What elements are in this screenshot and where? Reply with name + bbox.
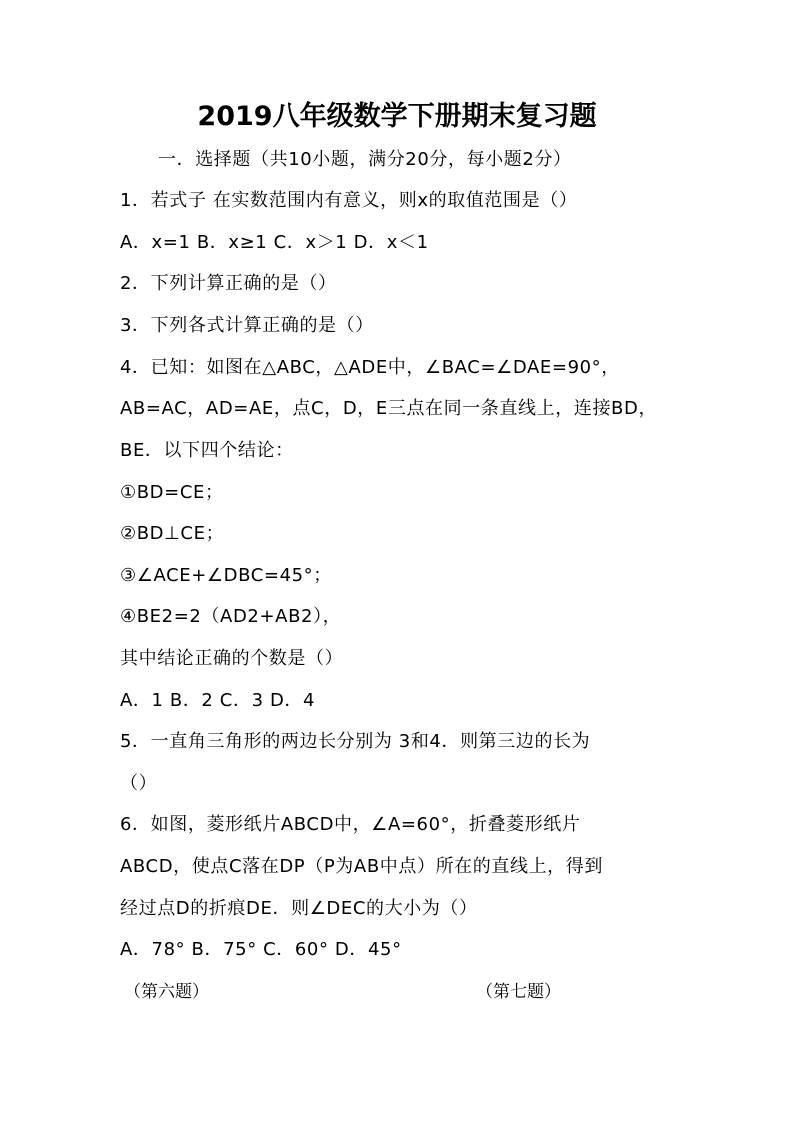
figure-caption-6: （第六题） (124, 982, 209, 1002)
question-6-options: A．78° B．75° C．60° D．45° (120, 939, 402, 960)
figure-caption-7: （第七题） (476, 982, 561, 1002)
question-4-options: A．1 B．2 C．3 D．4 (120, 690, 316, 711)
section-heading: 一．选择题（共10小题，满分20分，每小题2分） (158, 149, 572, 170)
question-3: 3．下列各式计算正确的是（） (120, 315, 374, 336)
question-5-line-2: （） (120, 773, 158, 794)
question-4-line-2: AB=AC，AD=AE，点C，D，E三点在同一条直线上，连接BD， (120, 398, 658, 419)
question-1-options: A．x=1 B．x≥1 C．x＞1 D．x＜1 (120, 232, 429, 253)
conclusion-4: ④BE2=2（AD2+AB2）， (120, 606, 342, 627)
question-6-line-2: ABCD，使点C落在DP（P为AB中点）所在的直线上，得到 (120, 856, 603, 877)
question-1: 1．若式子 在实数范围内有意义，则x的取值范围是（） (120, 190, 578, 211)
question-6-line-3: 经过点D的折痕DE．则∠DEC的大小为（） (120, 898, 478, 919)
conclusion-3: ③∠ACE+∠DBC=45°； (120, 565, 332, 586)
question-4-line-1: 4．已知：如图在△ABC，△ADE中，∠BAC=∠DAE=90°， (120, 357, 620, 378)
page-title: 2019八年级数学下册期末复习题 (197, 101, 597, 132)
conclusion-2: ②BD⊥CE； (120, 523, 225, 544)
question-4-line-3: BE．以下四个结论： (120, 440, 294, 461)
conclusion-1: ①BD=CE； (120, 482, 224, 503)
question-4-prompt: 其中结论正确的个数是（） (120, 648, 344, 669)
question-2: 2．下列计算正确的是（） (120, 273, 337, 294)
question-6-line-1: 6．如图，菱形纸片ABCD中，∠A=60°，折叠菱形纸片 (120, 814, 581, 835)
question-5-line-1: 5．一直角三角形的两边长分别为 3和4．则第三边的长为 (120, 731, 591, 752)
